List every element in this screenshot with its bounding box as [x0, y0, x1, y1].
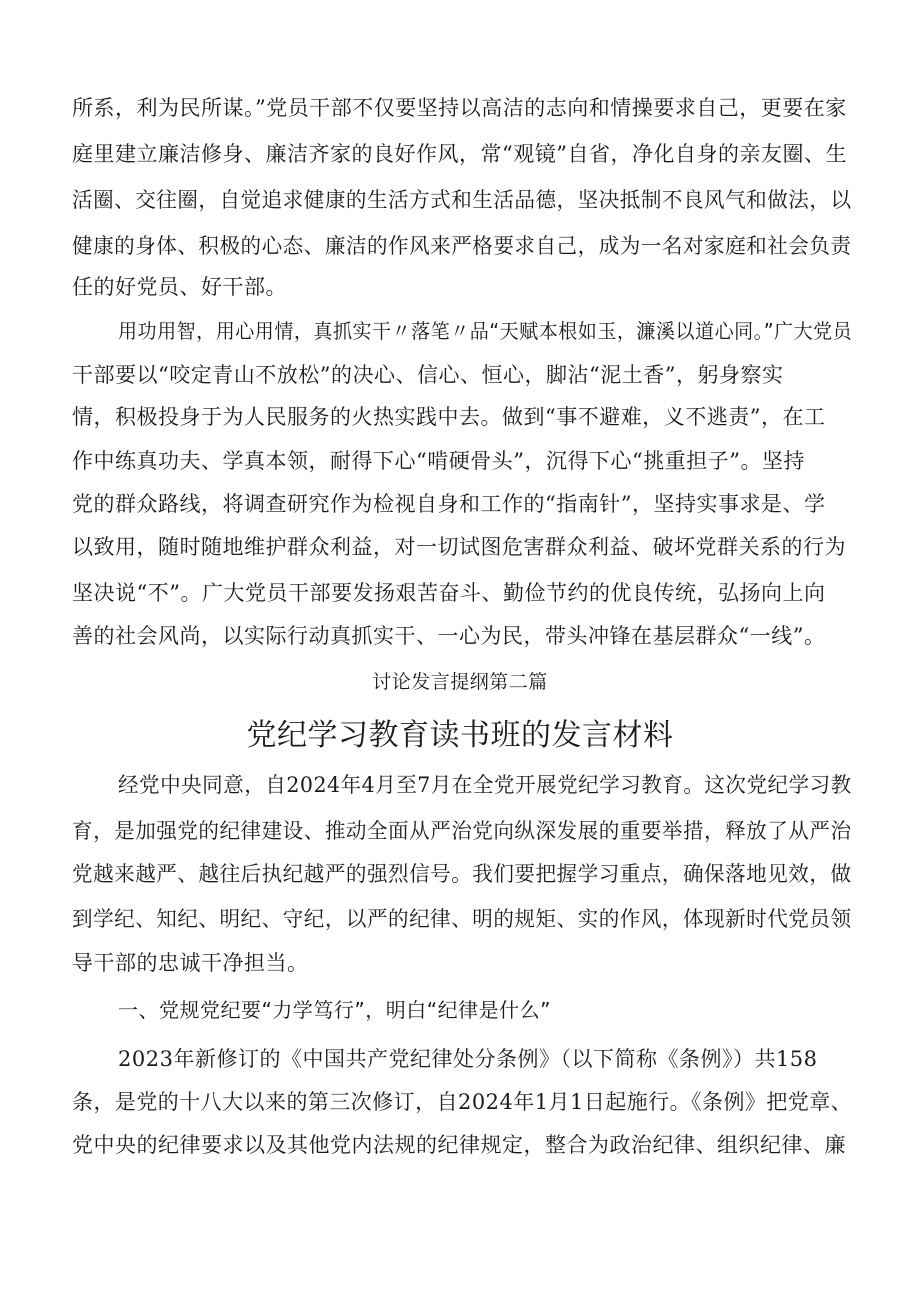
- text-line: 党的群众路线，将调查研究作为检视自身和工作的“指南针”，坚持实事求是、学: [72, 492, 826, 516]
- text-line: 干部要以“咬定青山不放松”的决心、信心、恒心，脚沾“泥土香”，躬身察实: [72, 363, 784, 387]
- text-line: 任的好党员、好干部。: [72, 275, 287, 299]
- text-line: 坚决说“不”。广大党员干部要发扬艰苦奋斗、勤俭节约的优良传统，弘扬向上向: [72, 581, 826, 605]
- text-line: 以致用，随时随地维护群众利益，对一切试图危害群众利益、破坏党群关系的行为: [72, 535, 846, 559]
- text-line: 活圈、交往圈，自觉追求健康的生活方式和生活品德，坚决抵制不良风气和做法，以: [72, 188, 852, 212]
- text-line: 2023年新修订的《中国共产党纪律处分条例》（以下简称《条例》）共158: [118, 1047, 818, 1071]
- text-line: 党越来越严、越往后执纪越严的强烈信号。我们要把握学习重点，确保落地见效，做: [72, 862, 852, 886]
- text-line: 善的社会风尚，以实际行动真抓实干、一心为民，带头冲锋在基层群众“一线”。: [72, 624, 826, 648]
- text-line: 庭里建立廉洁修身、廉洁齐家的良好作风，常“观镜”自省，净化自身的亲友圈、生: [72, 142, 847, 166]
- section-heading: 一、党规党纪要“力学笃行”，明白“纪律是什么”: [118, 998, 551, 1022]
- text-line: 作中练真功夫、学真本领，耐得下心“啃硬骨头”，沉得下心“挑重担子”。坚持: [72, 449, 805, 473]
- text-line: 情，积极投身于为人民服务的火热实践中去。做到“事不避难，义不逃责”，在工: [72, 405, 826, 429]
- text-line: 导干部的忠诚干净担当。: [72, 951, 309, 975]
- text-line: 经党中央同意，自2024年4月至7月在全党开展党纪学习教育。这次党纪学习教: [118, 773, 852, 797]
- text-line: 所系，利为民所谋。”党员干部不仅要坚持以高洁的志向和情操要求自己，更要在家: [72, 96, 847, 120]
- text-line: 党中央的纪律要求以及其他党内法规的纪律规定，整合为政治纪律、组织纪律、廉: [72, 1133, 846, 1157]
- page-title: 党纪学习教育读书班的发言材料: [246, 718, 674, 753]
- text-line: 条，是党的十八大以来的第三次修订，自2024年1月1日起施行。《条例》把党章、: [72, 1090, 853, 1114]
- text-line: 育，是加强党的纪律建设、推动全面从严治党向纵深发展的重要举措，释放了从严治: [72, 819, 852, 843]
- text-line: 健康的身体、积极的心态、廉洁的作风来严格要求自己，成为一名对家庭和社会负责: [72, 234, 852, 258]
- section-subtitle: 讨论发言提纲第二篇: [372, 671, 548, 693]
- text-line: 到学纪、知纪、明纪、守纪，以严的纪律、明的规矩、实的作风，体现新时代党员领: [72, 907, 852, 931]
- text-line: 用功用智，用心用情，真抓实干〃落笔〃品“天赋本根如玉，濂溪以道心同。”广大党员: [118, 319, 853, 343]
